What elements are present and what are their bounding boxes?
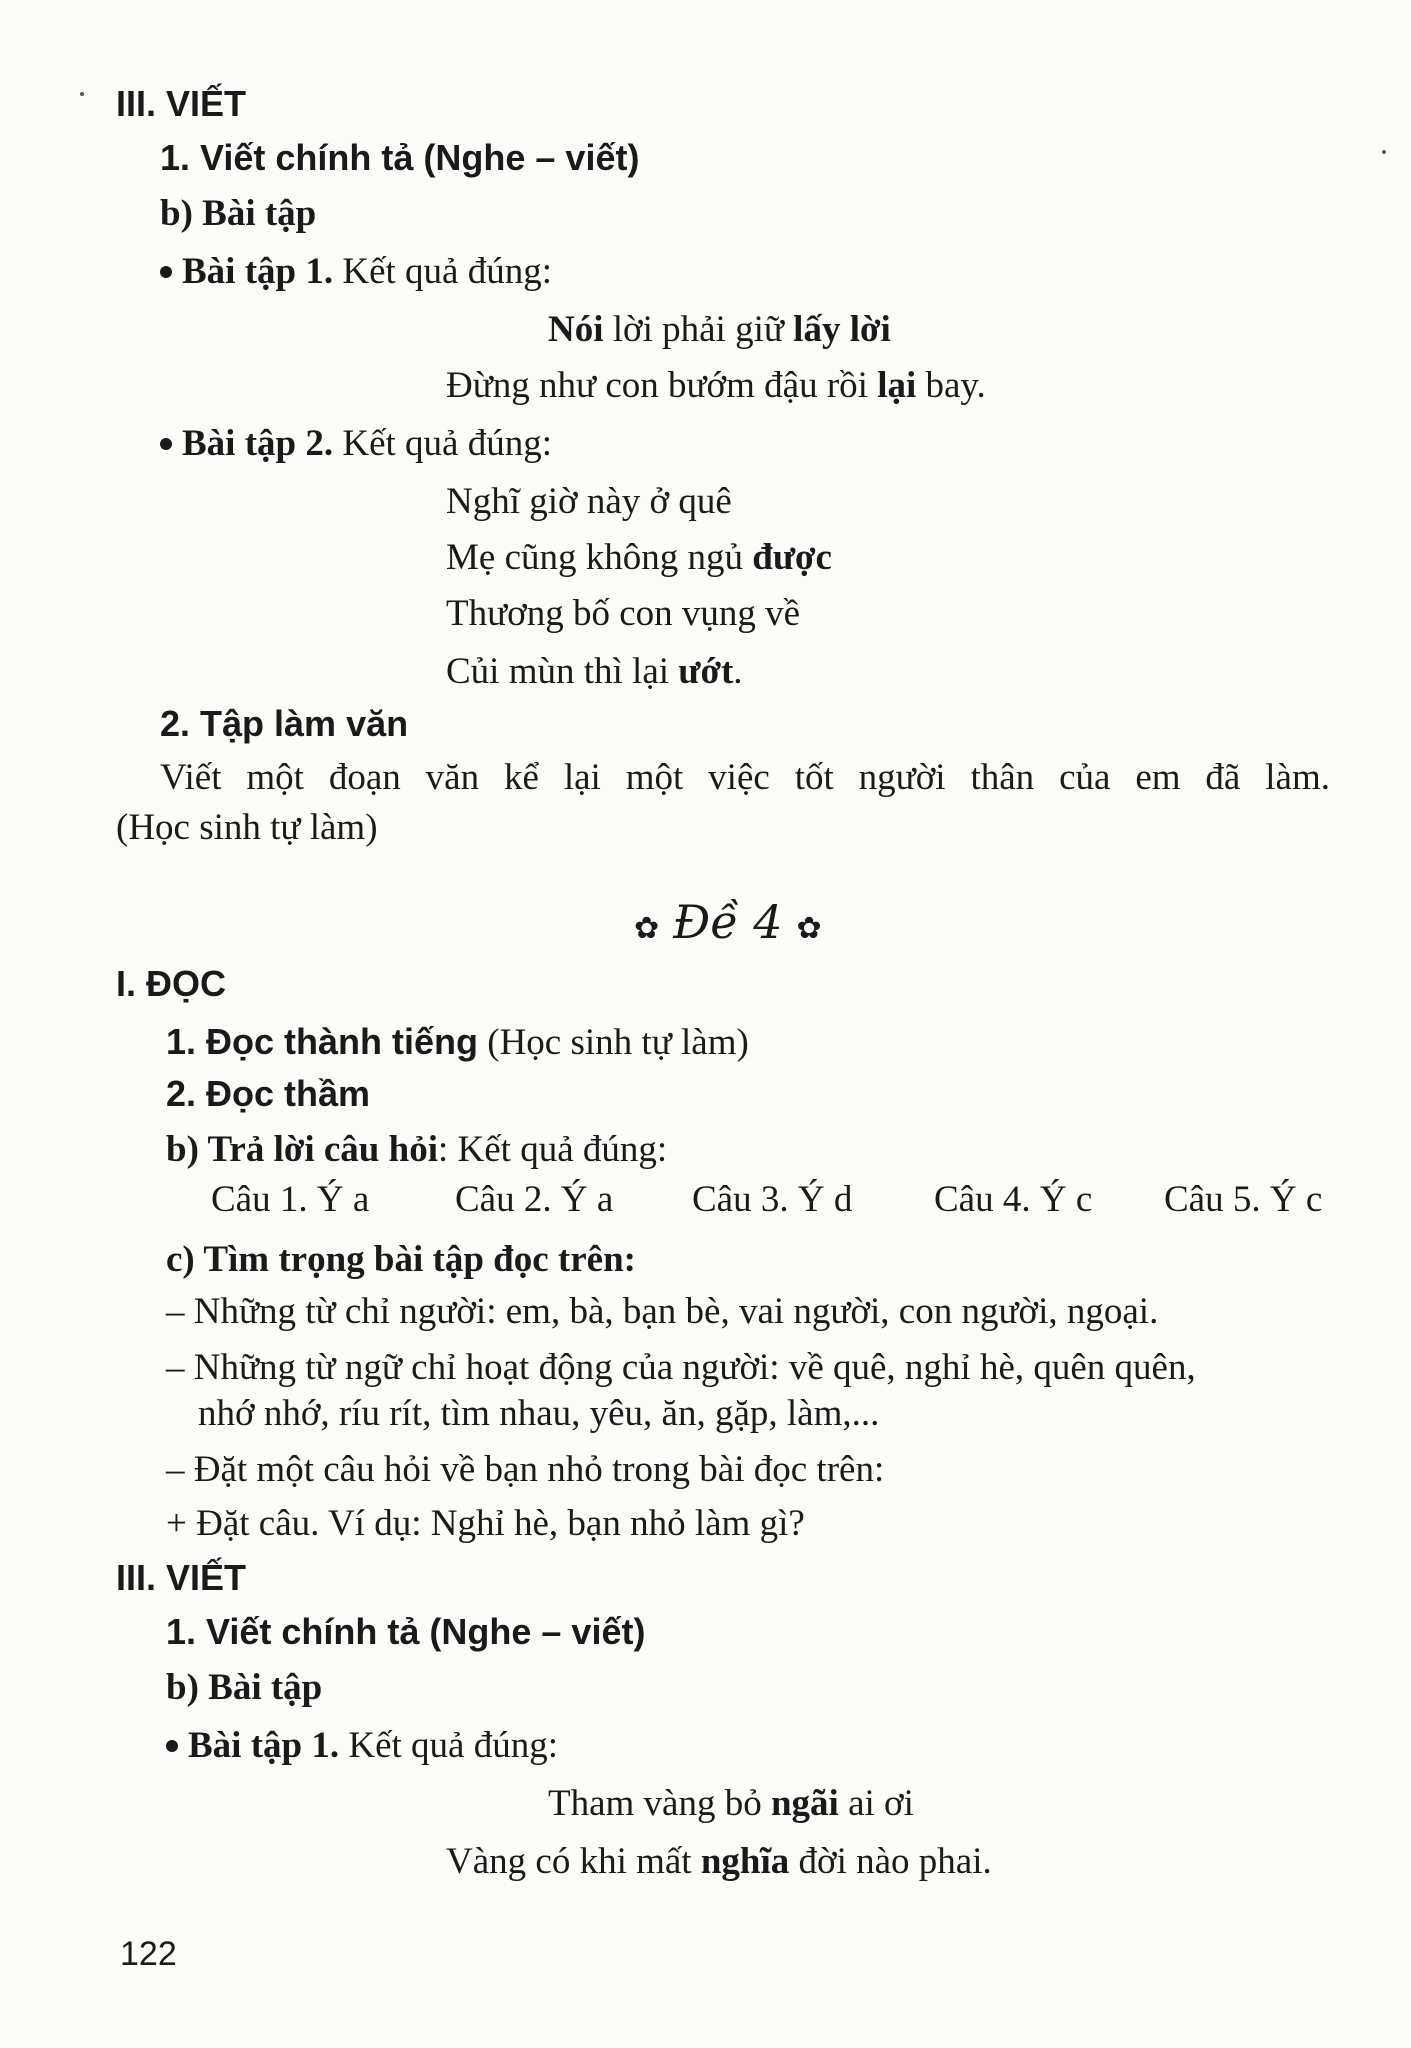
poem-line: [548, 1782, 914, 1826]
subheading-tra-loi: b) Trả lời câu hỏi: Kết quả đúng:: [166, 1129, 668, 1170]
list-item: + Đặt câu. Ví dụ: Nghỉ hè, bạn nhỏ làm gì?: [166, 1503, 805, 1544]
scan-speck: [1382, 150, 1386, 154]
subheading-doc-tham: 2. Đọc thầm: [166, 1073, 371, 1114]
answer-item: Câu 4. Ý c: [934, 1179, 1093, 1220]
bullet-icon: [160, 266, 172, 278]
page-number: 122: [120, 1935, 177, 1973]
scan-speck: [80, 92, 84, 96]
poem-line: [446, 364, 986, 408]
bullet-icon: [160, 438, 172, 450]
text-segment: đời nào phai.: [789, 1841, 992, 1882]
text-segment: Củi mùn thì lại: [446, 651, 679, 692]
section-heading-viet: III. VIẾT: [116, 1557, 247, 1598]
text-segment: Tham vàng bỏ: [548, 1783, 771, 1824]
poem-line: [446, 536, 832, 580]
exercise-1: Bài tập 1. Kết quả đúng:: [166, 1724, 558, 1768]
highlighted-word: được: [752, 537, 832, 578]
text-segment: Nghĩ giờ này ở quê: [446, 481, 732, 522]
highlighted-word: lại: [877, 365, 917, 406]
answer-item: Câu 3. Ý d: [692, 1179, 853, 1220]
exercise-1: Bài tập 1. Kết quả đúng:: [160, 250, 552, 294]
list-item: – Những từ chỉ người: em, bà, bạn bè, vai người, con người, ngoại.: [166, 1291, 1159, 1332]
text-segment: .: [733, 651, 743, 692]
exam-title: ✿ Đề 4 ✿: [634, 895, 822, 949]
flower-icon: ✿: [796, 911, 822, 946]
paragraph-line: (Học sinh tự làm): [116, 807, 378, 848]
text-segment: Mẹ cũng không ngủ: [446, 537, 753, 578]
paragraph-line: Viết một đoạn văn kể lại một việc tốt người thân của em đã làm.: [160, 757, 1330, 798]
list-item-continuation: nhớ nhớ, ríu rít, tìm nhau, yêu, ăn, gặp, làm,...: [198, 1393, 880, 1434]
poem-line: [446, 592, 800, 636]
text-segment: Đừng như con bướm đậu rồi: [446, 365, 878, 406]
poem-line: [446, 480, 732, 524]
text-segment: Thương bố con vụng về: [446, 593, 801, 634]
text-segment: ai ơi: [838, 1783, 914, 1824]
highlighted-word: nghĩa: [700, 1841, 790, 1882]
subheading-tim: c) Tìm trọng bài tập đọc trên:: [166, 1239, 636, 1280]
highlighted-word: ướt: [678, 651, 734, 692]
subheading-bai-tap: b) Bài tập: [160, 193, 317, 234]
subheading-chinh-ta: 1. Viết chính tả (Nghe – viết): [166, 1611, 646, 1652]
answer-item: Câu 2. Ý a: [455, 1179, 614, 1220]
subheading-bai-tap: b) Bài tập: [166, 1667, 323, 1708]
subheading-doc-thanh-tieng: 1. Đọc thành tiếng (Học sinh tự làm): [166, 1021, 749, 1063]
section-heading-viet: III. VIẾT: [116, 83, 247, 124]
subheading-tap-lam-van: 2. Tập làm văn: [160, 703, 409, 744]
exercise-2: Bài tập 2. Kết quả đúng:: [160, 422, 552, 466]
answer-item: Câu 1. Ý a: [211, 1179, 370, 1220]
poem-line: [548, 308, 891, 352]
text-segment: Vàng có khi mất: [446, 1841, 701, 1882]
poem-line: [446, 650, 743, 694]
highlighted-word: lấy lời: [793, 309, 891, 350]
flower-icon: ✿: [634, 911, 660, 946]
answer-item: Câu 5. Ý c: [1164, 1179, 1323, 1220]
subheading-chinh-ta: 1. Viết chính tả (Nghe – viết): [160, 137, 640, 178]
section-heading-doc: I. ĐỌC: [116, 963, 227, 1004]
highlighted-word: Nói: [548, 309, 604, 350]
bullet-icon: [166, 1740, 178, 1752]
poem-line: [446, 1840, 992, 1884]
text-segment: lời phải giữ: [603, 309, 794, 350]
list-item: – Những từ ngữ chỉ hoạt động của người: về quê, nghỉ hè, quên quên,: [166, 1347, 1196, 1388]
text-segment: bay.: [916, 365, 986, 406]
highlighted-word: ngãi: [770, 1783, 839, 1824]
list-item: – Đặt một câu hỏi về bạn nhỏ trong bài đọc trên:: [166, 1449, 885, 1490]
